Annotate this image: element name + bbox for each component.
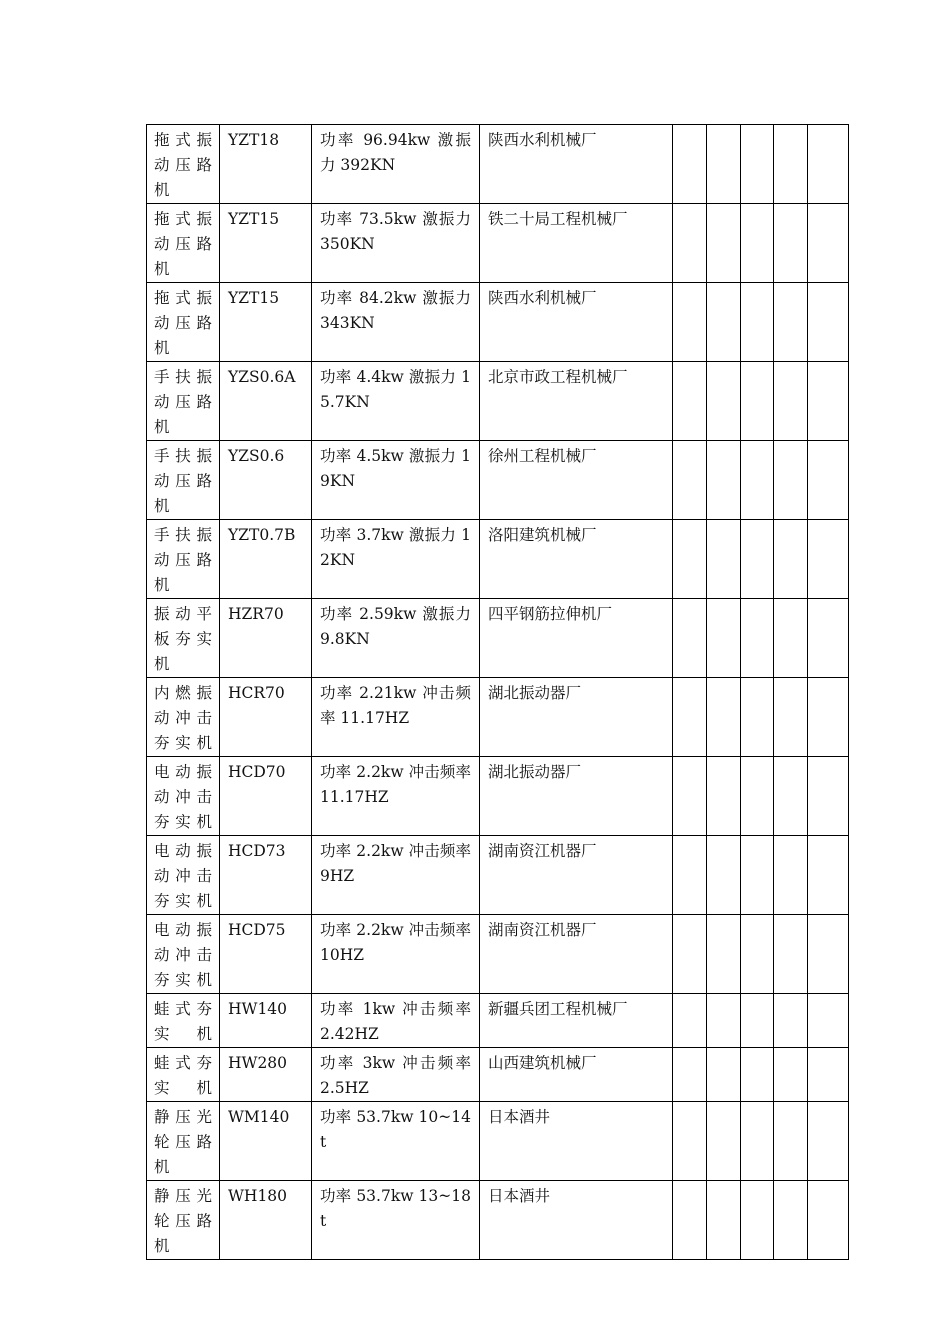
table-row [147,1102,849,1181]
equipment-name-line: 机 [154,260,170,278]
equipment-model: YZT18 [220,125,312,204]
empty-cell [741,441,774,520]
equipment-name-line: 轮压路 [154,1212,212,1230]
equipment-model: HCD73 [220,836,312,915]
empty-cell [808,836,849,915]
equipment-name-line: 夯实机 [154,971,212,989]
equipment-name-line: 拖式振 [154,289,212,307]
equipment-model: HW140 [220,994,312,1048]
empty-cell [808,362,849,441]
table-row [147,757,849,836]
empty-cell [707,836,741,915]
empty-cell [774,994,808,1048]
empty-cell [707,994,741,1048]
equipment-model: HCD70 [220,757,312,836]
table-body [147,125,849,1260]
equipment-name-cell [147,1102,220,1181]
equipment-spec: 功率 2.59kw 激振力 9.8KN [312,599,480,678]
equipment-maker: 日本酒井 [480,1102,673,1181]
equipment-spec: 功率 53.7kw 10~14t [312,1102,480,1181]
equipment-maker: 日本酒井 [480,1181,673,1260]
equipment-name [154,523,212,598]
equipment-spec: 功率 2.2kw 冲击频率 9HZ [312,836,480,915]
empty-cell [774,125,808,204]
equipment-name-line: 手扶振 [154,526,212,544]
equipment-name-line: 手扶振 [154,368,212,386]
equipment-name-line: 振动平 [154,605,212,623]
equipment-name-cell [147,125,220,204]
equipment-spec: 功率 53.7kw 13~18t [312,1181,480,1260]
empty-cell [774,441,808,520]
empty-cell [774,283,808,362]
equipment-maker: 北京市政工程机械厂 [480,362,673,441]
empty-cell [774,204,808,283]
table-row [147,599,849,678]
equipment-model: HZR70 [220,599,312,678]
table-row [147,678,849,757]
empty-cell [774,362,808,441]
empty-cell [808,994,849,1048]
empty-cell [808,915,849,994]
empty-cell [741,994,774,1048]
equipment-maker: 湖南资江机器厂 [480,915,673,994]
empty-cell [707,915,741,994]
equipment-name-line: 内燃振 [154,684,212,702]
empty-cell [741,1181,774,1260]
table-row [147,283,849,362]
equipment-name-cell [147,1048,220,1102]
equipment-spec: 功率 4.4kw 激振力 15.7KN [312,362,480,441]
equipment-maker: 洛阳建筑机械厂 [480,520,673,599]
equipment-maker: 铁二十局工程机械厂 [480,204,673,283]
equipment-maker: 湖南资江机器厂 [480,836,673,915]
empty-cell [673,1181,707,1260]
equipment-name [154,286,212,361]
equipment-model: YZT15 [220,204,312,283]
empty-cell [673,678,707,757]
empty-cell [741,915,774,994]
empty-cell [774,1181,808,1260]
equipment-name-line: 机 [154,497,170,515]
equipment-name-cell [147,757,220,836]
empty-cell [707,125,741,204]
equipment-name-line: 动冲击 [154,867,212,885]
empty-cell [741,204,774,283]
empty-cell [707,520,741,599]
equipment-name-line: 动压路 [154,156,212,174]
equipment-spec: 功率 96.94kw 激振力 392KN [312,125,480,204]
equipment-name-line: 机 [154,418,170,436]
empty-cell [673,915,707,994]
table-row [147,1048,849,1102]
empty-cell [808,678,849,757]
empty-cell [808,125,849,204]
equipment-model: HW280 [220,1048,312,1102]
equipment-name-line: 电动振 [154,763,212,781]
equipment-name [154,918,212,993]
equipment-name-cell [147,283,220,362]
equipment-name-cell [147,520,220,599]
equipment-model: YZT15 [220,283,312,362]
empty-cell [808,283,849,362]
equipment-name-line: 动压路 [154,551,212,569]
empty-cell [741,520,774,599]
empty-cell [673,1048,707,1102]
empty-cell [707,204,741,283]
equipment-name-line: 蛙式夯 [154,1054,212,1072]
equipment-name-line: 蛙式夯 [154,1000,212,1018]
equipment-name [154,681,212,756]
empty-cell [707,1102,741,1181]
equipment-name [154,1051,212,1101]
equipment-model: HCR70 [220,678,312,757]
equipment-spec: 功率 73.5kw 激振力 350KN [312,204,480,283]
equipment-maker: 湖北振动器厂 [480,678,673,757]
empty-cell [808,1048,849,1102]
equipment-spec: 功率 3.7kw 激振力 12KN [312,520,480,599]
empty-cell [774,599,808,678]
equipment-name-line: 实机 [154,1079,212,1097]
empty-cell [707,1181,741,1260]
equipment-name [154,365,212,440]
table-row [147,362,849,441]
table-row [147,1181,849,1260]
table-row [147,836,849,915]
empty-cell [707,678,741,757]
table-row [147,441,849,520]
equipment-name [154,1184,212,1259]
empty-cell [774,1048,808,1102]
equipment-name-line: 动冲击 [154,709,212,727]
empty-cell [673,836,707,915]
empty-cell [808,520,849,599]
empty-cell [673,204,707,283]
equipment-spec: 功率 2.2kw 冲击频率 10HZ [312,915,480,994]
equipment-name-line: 实机 [154,1025,212,1043]
table-row [147,125,849,204]
empty-cell [808,599,849,678]
equipment-name [154,602,212,677]
equipment-maker: 陕西水利机械厂 [480,283,673,362]
table-row [147,520,849,599]
empty-cell [808,757,849,836]
equipment-name-line: 电动振 [154,842,212,860]
equipment-name [154,760,212,835]
empty-cell [707,283,741,362]
equipment-name-line: 动压路 [154,393,212,411]
equipment-name-line: 夯实机 [154,813,212,831]
equipment-name-line: 静压光 [154,1187,212,1205]
empty-cell [808,204,849,283]
equipment-name-line: 电动振 [154,921,212,939]
empty-cell [673,362,707,441]
empty-cell [774,678,808,757]
empty-cell [741,1048,774,1102]
equipment-name [154,207,212,282]
equipment-name-line: 动冲击 [154,788,212,806]
equipment-maker: 陕西水利机械厂 [480,125,673,204]
empty-cell [707,599,741,678]
empty-cell [707,441,741,520]
empty-cell [774,757,808,836]
equipment-name-line: 拖式振 [154,131,212,149]
empty-cell [808,1181,849,1260]
empty-cell [673,125,707,204]
empty-cell [707,362,741,441]
empty-cell [741,678,774,757]
equipment-model: YZS0.6 [220,441,312,520]
equipment-name-line: 动压路 [154,314,212,332]
equipment-maker: 湖北振动器厂 [480,757,673,836]
empty-cell [774,520,808,599]
equipment-name-line: 夯实机 [154,892,212,910]
empty-cell [741,599,774,678]
equipment-name-cell [147,1181,220,1260]
empty-cell [808,441,849,520]
equipment-name-cell [147,678,220,757]
equipment-name [154,997,212,1047]
equipment-spec: 功率 4.5kw 激振力 19KN [312,441,480,520]
equipment-name-cell [147,362,220,441]
equipment-name-cell [147,915,220,994]
equipment-model: YZT0.7B [220,520,312,599]
equipment-name-line: 机 [154,1158,170,1176]
equipment-spec: 功率 2.21kw 冲击频率 11.17HZ [312,678,480,757]
equipment-spec: 功率 84.2kw 激振力 343KN [312,283,480,362]
empty-cell [673,599,707,678]
empty-cell [673,1102,707,1181]
equipment-name-line: 动压路 [154,235,212,253]
equipment-name [154,1105,212,1180]
equipment-name-line: 机 [154,576,170,594]
empty-cell [673,994,707,1048]
equipment-name-cell [147,599,220,678]
equipment-name-line: 机 [154,655,170,673]
empty-cell [673,441,707,520]
equipment-spec: 功率 2.2kw 冲击频率 11.17HZ [312,757,480,836]
empty-cell [707,1048,741,1102]
equipment-maker: 徐州工程机械厂 [480,441,673,520]
equipment-name-line: 静压光 [154,1108,212,1126]
empty-cell [741,283,774,362]
empty-cell [741,125,774,204]
equipment-name-line: 拖式振 [154,210,212,228]
empty-cell [808,1102,849,1181]
empty-cell [741,757,774,836]
equipment-model: HCD75 [220,915,312,994]
equipment-spec: 功率 3kw 冲击频率 2.5HZ [312,1048,480,1102]
empty-cell [673,757,707,836]
empty-cell [741,836,774,915]
equipment-model: WM140 [220,1102,312,1181]
equipment-maker: 四平钢筋拉伸机厂 [480,599,673,678]
empty-cell [774,915,808,994]
equipment-name-cell [147,836,220,915]
table-row [147,994,849,1048]
equipment-name-line: 轮压路 [154,1133,212,1151]
equipment-name-cell [147,994,220,1048]
empty-cell [774,836,808,915]
empty-cell [673,520,707,599]
equipment-name [154,128,212,203]
equipment-model: WH180 [220,1181,312,1260]
equipment-name [154,839,212,914]
table-row [147,204,849,283]
equipment-name-line: 动压路 [154,472,212,490]
equipment-name-cell [147,204,220,283]
equipment-name-line: 夯实机 [154,734,212,752]
equipment-name-line: 动冲击 [154,946,212,964]
equipment-maker: 山西建筑机械厂 [480,1048,673,1102]
empty-cell [774,1102,808,1181]
empty-cell [673,283,707,362]
equipment-name-line: 机 [154,181,170,199]
table-row [147,915,849,994]
equipment-name-cell [147,441,220,520]
empty-cell [741,362,774,441]
equipment-model: YZS0.6A [220,362,312,441]
equipment-maker: 新疆兵团工程机械厂 [480,994,673,1048]
equipment-name-line: 机 [154,1237,170,1255]
empty-cell [707,757,741,836]
equipment-name [154,444,212,519]
equipment-name-line: 手扶振 [154,447,212,465]
equipment-name-line: 板夯实 [154,630,212,648]
equipment-name-line: 机 [154,339,170,357]
empty-cell [741,1102,774,1181]
equipment-table [146,124,849,1260]
equipment-spec: 功率 1kw 冲击频率 2.42HZ [312,994,480,1048]
